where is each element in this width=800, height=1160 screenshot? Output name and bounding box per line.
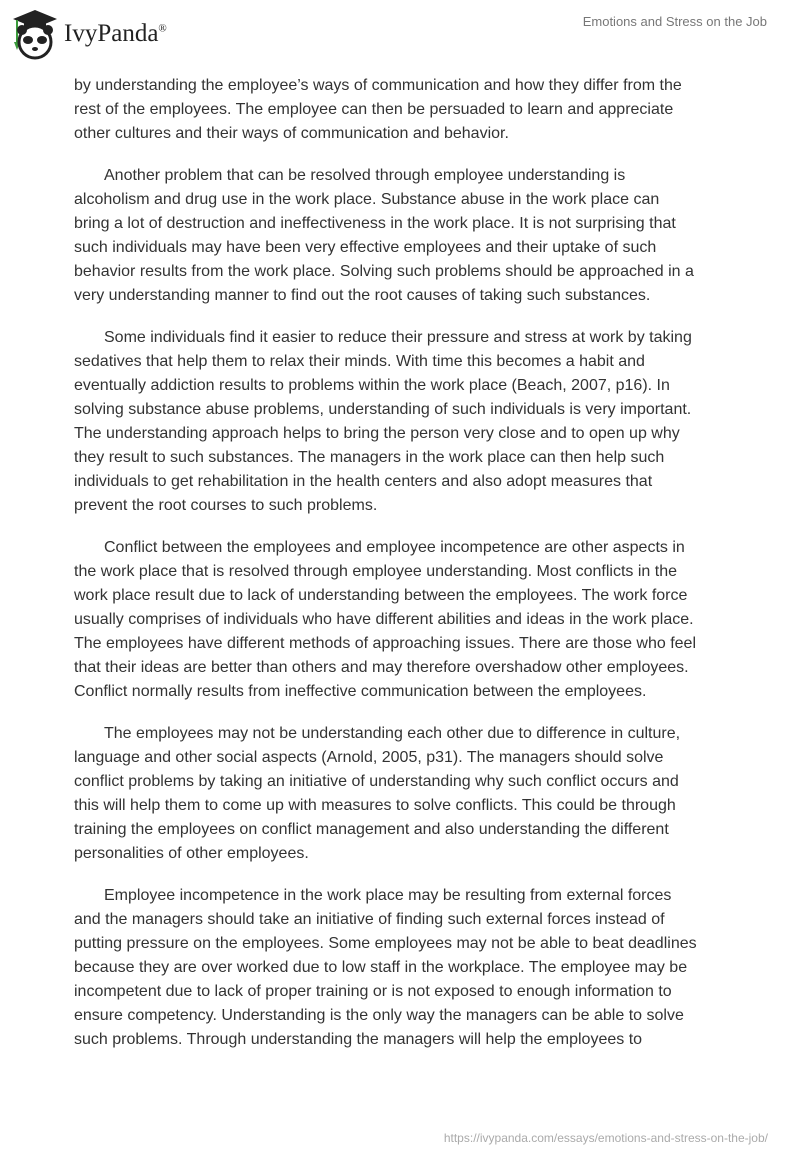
text-line: the work place that is resolved through employee understanding. Most conflicts in the <box>74 563 677 580</box>
text-line: alcoholism and drug use in the work place. Substance abuse in the work place can <box>74 191 660 208</box>
text-line: behavior results from the work place. Solving such problems should be approached in a <box>74 263 694 280</box>
essay-body <box>74 74 734 1070</box>
paragraph <box>74 326 734 518</box>
text-line: usually comprises of individuals who have different abilities and ideas in the work place. <box>74 611 694 628</box>
text-line: such individuals may have been very effective employees and their uptake of such <box>74 239 657 256</box>
text-line: because they are over worked due to low staff in the workplace. The employee may be <box>74 959 688 976</box>
ivypanda-logo[interactable] <box>12 8 167 60</box>
text-line: incompetent due to lack of proper training or is not exposed to enough information to <box>74 983 672 1000</box>
text-line: solving substance abuse problems, understanding of such individuals is very important. <box>74 401 692 418</box>
text-line: Conflict between the employees and employee incompetence are other aspects in <box>104 539 685 556</box>
text-line: The understanding approach helps to bring the person very close and to open up why <box>74 425 680 442</box>
text-line: other cultures and their ways of communication and behavior. <box>74 125 509 142</box>
paragraph <box>74 722 734 866</box>
text-line: by understanding the employee’s ways of communication and how they differ from the <box>74 77 682 94</box>
source-url[interactable]: https://ivypanda.com/essays/emotions-and-stress-on-the-job/ <box>443 1131 768 1145</box>
text-line: they result to such substances. The managers in the work place can then help such <box>74 449 665 466</box>
text-line: and the managers should take an initiative of finding such external forces instead of <box>74 911 665 928</box>
text-line: The employees have different methods of approaching issues. There are those who feel <box>74 635 697 652</box>
paragraph <box>74 164 734 308</box>
text-line: work place result due to lack of understanding between the employees. The work force <box>74 587 688 604</box>
text-line: training the employees on conflict management and also understanding the different <box>74 821 669 838</box>
text-line: that their ideas are better than others and may therefore overshadow other employees. <box>74 659 689 676</box>
text-line: sedatives that help them to relax their minds. With time this becomes a habit and <box>74 353 645 370</box>
panda-logo-icon <box>12 8 58 60</box>
text-line: very understanding manner to find out the root causes of taking such substances. <box>74 287 651 304</box>
text-line: personalities of other employees. <box>74 845 309 862</box>
text-line: Conflict normally results from ineffective communication between the employees. <box>74 683 647 700</box>
text-line: Some individuals find it easier to reduce their pressure and stress at work by taking <box>104 329 692 346</box>
text-line: this will help them to come up with measures to solve conflicts. This could be through <box>74 797 676 814</box>
document-title: Emotions and Stress on the Job <box>582 14 767 29</box>
text-line: bring a lot of destruction and ineffectiveness in the work place. It is not surprising that <box>74 215 676 232</box>
logo-text: IvyPanda® <box>64 20 167 47</box>
text-line: ensure competency. Understanding is the only way the managers can be able to solve <box>74 1007 684 1024</box>
text-line: eventually addiction results to problems within the work place (Beach, 2007, p16). In <box>74 377 670 394</box>
text-line: rest of the employees. The employee can then be persuaded to learn and appreciate <box>74 101 674 118</box>
text-line: prevent the root courses to such problems. <box>74 497 378 514</box>
text-line: Another problem that can be resolved through employee understanding is <box>104 167 626 184</box>
paragraph <box>74 884 734 1052</box>
paragraph <box>74 536 734 704</box>
text-line: such problems. Through understanding the managers will help the employees to <box>74 1031 643 1048</box>
text-line: language and other social aspects (Arnold, 2005, p31). The managers should solve <box>74 749 664 766</box>
paragraph <box>74 74 734 146</box>
text-line: putting pressure on the employees. Some employees may not be able to beat deadlines <box>74 935 697 952</box>
text-line: individuals to get rehabilitation in the health centers and also adopt measures that <box>74 473 653 490</box>
text-line: conflict problems by taking an initiative of understanding why such conflict occurs and <box>74 773 679 790</box>
text-line: The employees may not be understanding each other due to difference in culture, <box>104 725 681 742</box>
text-line: Employee incompetence in the work place may be resulting from external forces <box>104 887 672 904</box>
